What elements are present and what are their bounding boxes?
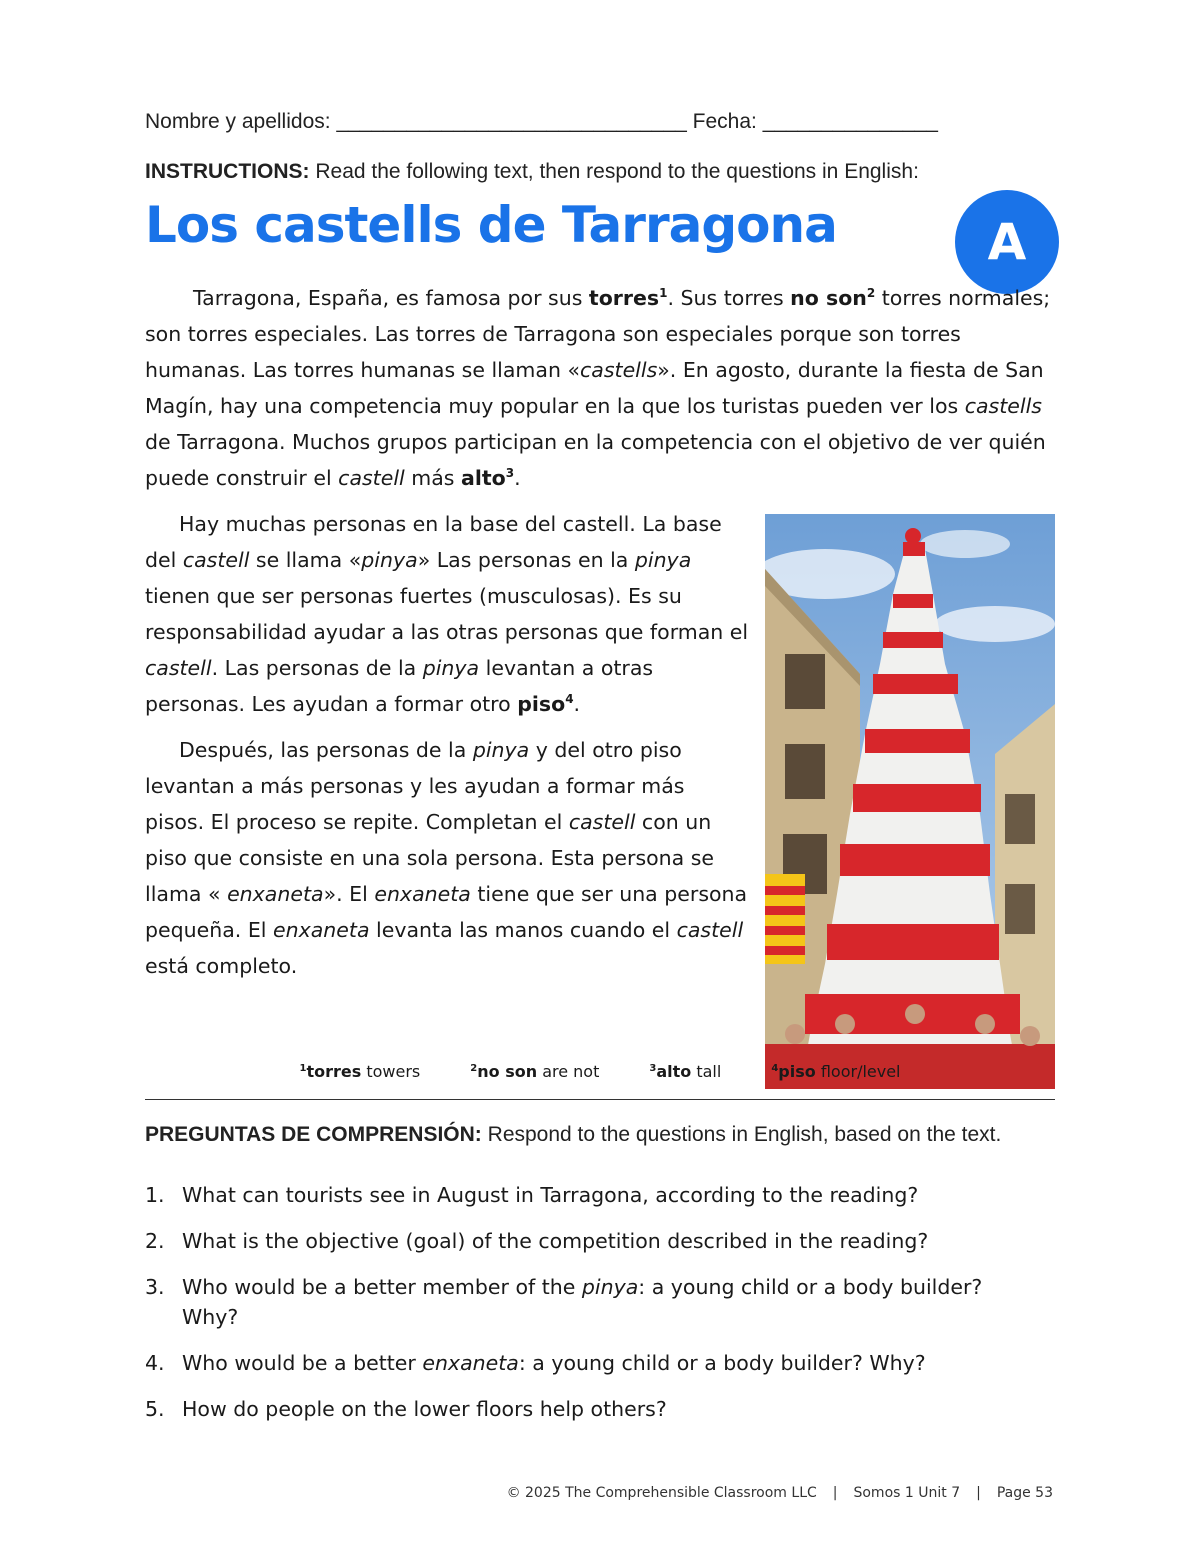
question-item: 4. Who would be a better enxaneta: a young child or a body builder? Why? [145, 1351, 926, 1375]
footer-page: Page 53 [996, 1485, 1053, 1501]
page-title: Los castells de Tarragona [145, 196, 837, 254]
reading-text [145, 280, 1055, 1099]
glossary-item: $^2$no son are not [470, 1062, 600, 1081]
question-list [145, 1180, 1045, 1440]
footer-copyright: © 2025 The Comprehensible Classroom LLC [506, 1485, 817, 1501]
version-badge: A [955, 190, 1059, 294]
reading-paragraph-2: Hay muchas personas en la base del castell. La base del castell se llama «pinya» Las personas en la pinya tienen que ser personas fuertes (musculosas). Es su responsabilidad ayudar a las otras personas que forman el castell. Las personas de la pinya levantan a otras personas. Les ayudan a formar otro piso$^4$. [145, 512, 749, 716]
questions-intro: Respond to the questions in English, based on the text. [487, 1123, 1002, 1146]
instructions-text: Read the following text, then respond to the questions in English: [315, 160, 919, 183]
footer-unit: Somos 1 Unit 7 [853, 1485, 961, 1501]
reading-paragraph-1: Tarragona, España, es famosa por sus torres$^1$. Sus torres no son$^2$ torres normales; son torres especiales. Las torres de Tarragona son especiales porque son torres humanas. Las torres humanas se llaman «castells». En agosto, durante la fiesta de San Magín, hay una competencia muy popular en la que los turistas pueden ver los castells de Tarragona. Muchos grupos participan en la competencia con el objetivo de ver quién puede construir el castell más alto$^3$. [145, 286, 1051, 490]
reading-paragraph-3: Después, las personas de la pinya y del otro piso levantan a más personas y les ayudan a formar más pisos. El proceso se repite. Completan el castell con un piso que consiste en una sola persona. Esta persona se llama « enxaneta». El enxaneta tiene que ser una persona pequeña. El enxaneta levanta las manos cuando el castell está completo. [145, 738, 748, 978]
instructions-label: INSTRUCTIONS: [145, 160, 310, 183]
questions-heading [145, 1120, 1045, 1150]
name-field[interactable]: ______________________________ [336, 110, 687, 133]
date-field[interactable]: _______________ [762, 110, 938, 133]
instructions [145, 160, 1055, 184]
question-item: 2. What is the objective (goal) of the competition described in the reading? [145, 1229, 929, 1253]
questions-label: PREGUNTAS DE COMPRENSIÓN: [145, 1123, 482, 1146]
glossary-item: $^3$alto tall [649, 1062, 722, 1081]
question-item: 3. Who would be a better member of the pinya: a young child or a body builder? Why? [145, 1275, 983, 1329]
date-label: Fecha: [692, 110, 757, 133]
glossary-item: $^1$torres towers [299, 1062, 421, 1081]
section-divider [145, 1099, 1055, 1100]
name-date-line [145, 110, 1055, 134]
glossary [145, 1062, 1055, 1081]
glossary-item: $^4$piso floor/level [771, 1062, 901, 1081]
question-item: 1. What can tourists see in August in Tarragona, according to the reading? [145, 1183, 919, 1207]
question-item: 5. How do people on the lower floors help others? [145, 1397, 667, 1421]
page-footer: © 2025 The Comprehensible Classroom LLC | Somos 1 Unit 7 | Page 53 [506, 1485, 1053, 1501]
castell-photo [765, 514, 1055, 1089]
name-label: Nombre y apellidos: [145, 110, 331, 133]
